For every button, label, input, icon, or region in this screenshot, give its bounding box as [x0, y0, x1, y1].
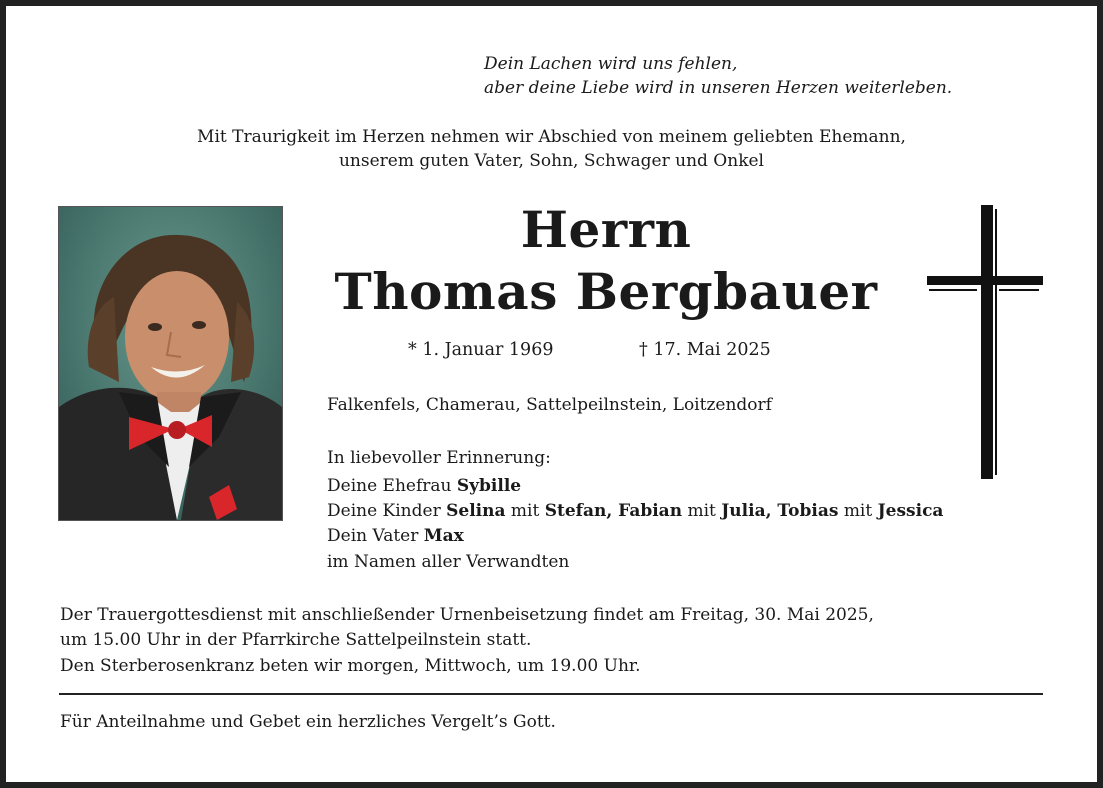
death-date: † 17. Mai 2025	[639, 340, 771, 360]
intro-line-2: unserem guten Vater, Sohn, Schwager und Onkel	[338, 151, 764, 171]
with-word: mit	[510, 501, 540, 521]
thanks-line: Für Anteilnahme und Gebet ein herzliches Vergelt’s Gott.	[60, 712, 556, 732]
cross-icon	[927, 205, 1047, 485]
deceased-name: Thomas Bergbauer	[334, 262, 878, 321]
child-name: Selina	[446, 501, 506, 521]
partner-names-3: Jessica	[877, 501, 944, 521]
father-prefix: Dein Vater	[327, 526, 419, 546]
places: Falkenfels, Chamerau, Sattelpeilnstein, Loitzendorf	[327, 395, 772, 415]
with-word: mit	[843, 501, 873, 521]
service-line-2: um 15.00 Uhr in der Pfarrkirche Sattelpeilnstein statt.	[60, 630, 532, 650]
wife-name: Sybille	[456, 476, 522, 496]
wife-prefix: Deine Ehefrau	[327, 476, 452, 496]
quote-line-1: Dein Lachen wird uns fehlen,	[484, 54, 738, 74]
service-line-3: Den Sterberosenkranz beten wir morgen, Mittwoch, um 19.00 Uhr.	[60, 656, 641, 676]
mourner-children	[327, 499, 943, 523]
partner-names-2: Julia, Tobias	[721, 501, 839, 521]
children-prefix: Deine Kinder	[327, 501, 441, 521]
service-line-1: Der Trauergottesdienst mit anschließender Urnenbeisetzung findet am Freitag, 30. Mai 2025,	[60, 605, 874, 625]
with-word: mit	[687, 501, 716, 521]
relatives-line: im Namen aller Verwandten	[327, 552, 570, 572]
partner-names-1: Stefan, Fabian	[544, 501, 683, 521]
mourners-heading: In liebevoller Erinnerung:	[327, 448, 551, 468]
mourner-father	[327, 524, 464, 548]
mourner-wife	[327, 474, 521, 498]
father-name: Max	[423, 526, 464, 546]
salutation: Herrn	[520, 200, 692, 259]
divider-line	[59, 693, 1043, 695]
birth-date: * 1. Januar 1969	[408, 340, 554, 360]
quote-line-2: aber deine Liebe wird in unseren Herzen weiterleben.	[484, 78, 953, 98]
intro-line-1: Mit Traurigkeit im Herzen nehmen wir Abschied von meinem geliebten Ehemann,	[197, 127, 906, 147]
